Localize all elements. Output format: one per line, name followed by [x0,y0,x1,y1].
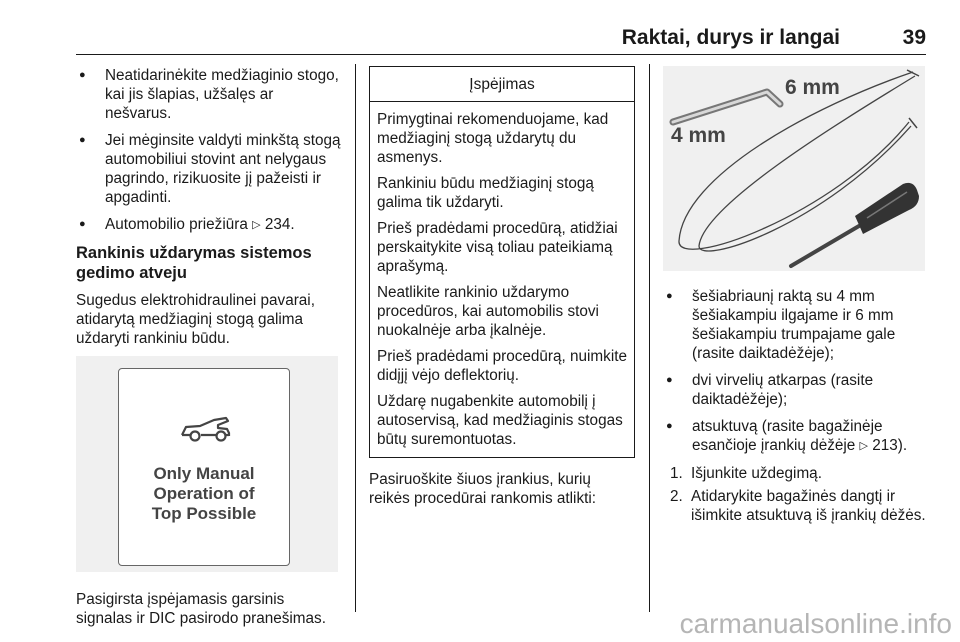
screwdriver-icon [791,183,919,266]
header-rule [76,54,926,55]
label-6mm: 6 mm [785,76,840,99]
tools-figure [663,66,925,271]
warning-paragraph: Uždarę nugabenkite automobilį į autoservisą, kad medžiaginis stogas būtų suremontuotas. [377,393,623,448]
bullet-list [76,66,342,235]
warning-paragraph: Prieš pradėdami procedūrą, nuimkite didįjį vėjo deflektorių. [377,348,627,384]
dic-message-figure [76,356,338,572]
list-item: ● Jei mėginsite valdyti minkštą stogą automobiliui stovint ant nelygaus pagrindo, rizikuosite jį pažeisti ir apgadinti. [76,131,342,207]
column-right [663,66,927,529]
page-header [0,26,926,54]
column-middle [369,66,635,516]
column-divider-right [649,64,650,612]
warning-paragraph: Rankiniu būdu medžiaginį stogą galima tik uždaryti. [377,175,594,211]
warning-title: Įspėjimas [370,67,634,102]
warning-body [370,102,634,457]
list-item: ● atsuktuvą (rasite bagažinėje esančioje įrankių dėžėje ▷ 213). [663,417,927,456]
section-heading: Rankinis uždarymas sistemos gedimo atveju [76,244,312,282]
step-item: 1. Išjunkite uždegimą. [670,465,822,482]
column-divider-left [355,64,356,612]
tools-list [663,287,927,456]
step-item: 2. Atidarykite bagažinės dangtį ir išimkite atsuktuvą iš įrankių dėžės. [670,488,926,524]
paragraph: Sugedus elektrohidraulinei pavarai, atidarytą medžiaginį stogą galima uždaryti rankiniu būdu. [76,292,315,347]
watermark: carmanualsonline.info [679,608,952,639]
steps-list [663,464,927,525]
hex-key-icon [673,92,780,122]
dic-message-text: Only Manual Operation of Top Possible [151,464,257,523]
paragraph: Pasiruoškite šiuos įrankius, kurių reikės procedūrai rankomis atlikti: [369,471,596,507]
page-ref-arrow-icon: ▷ [252,219,261,231]
header-title: Raktai, durys ir langai [621,26,840,49]
list-item: ● Neatidarinėkite medžiaginio stogo, kai jis šlapias, užšalęs ar nešvarus. [76,66,342,123]
page-ref-link[interactable]: 234. [264,216,295,233]
warning-paragraph: Neatlikite rankinio uždarymo procedūros, kai automobilis stovi nuokalnėje arba įkalnėje. [377,284,599,339]
warning-paragraph: Prieš pradėdami procedūrą, atidžiai perskaitykite visą toliau pateikiamą aprašymą. [377,220,618,275]
warning-paragraph: Primygtinai rekomenduojame, kad medžiaginį stogą uždarytų du asmenys. [377,111,609,166]
list-item: ● Automobilio priežiūra ▷ 234. [76,215,342,235]
page-ref-link[interactable]: 213). [872,437,908,454]
warning-box [369,66,635,458]
list-item: ● dvi virvelių atkarpas (rasite daiktadėžėje); [663,371,927,409]
convertible-roof-icon [174,411,234,445]
dic-display [118,368,290,566]
label-4mm: 4 mm [671,124,726,147]
list-item: ● šešiabriaunį raktą su 4 mm šešiakampiu ilgajame ir 6 mm šešiakampiu trumpajame gale (rasite daiktadėžėje); [663,287,927,363]
page-number: 39 [902,26,926,49]
page-ref-arrow-icon: ▷ [859,440,868,452]
column-left [76,66,342,636]
figure-caption: Pasigirsta įspėjamasis garsinis signalas ir DIC pasirodo pranešimas. [76,591,326,627]
